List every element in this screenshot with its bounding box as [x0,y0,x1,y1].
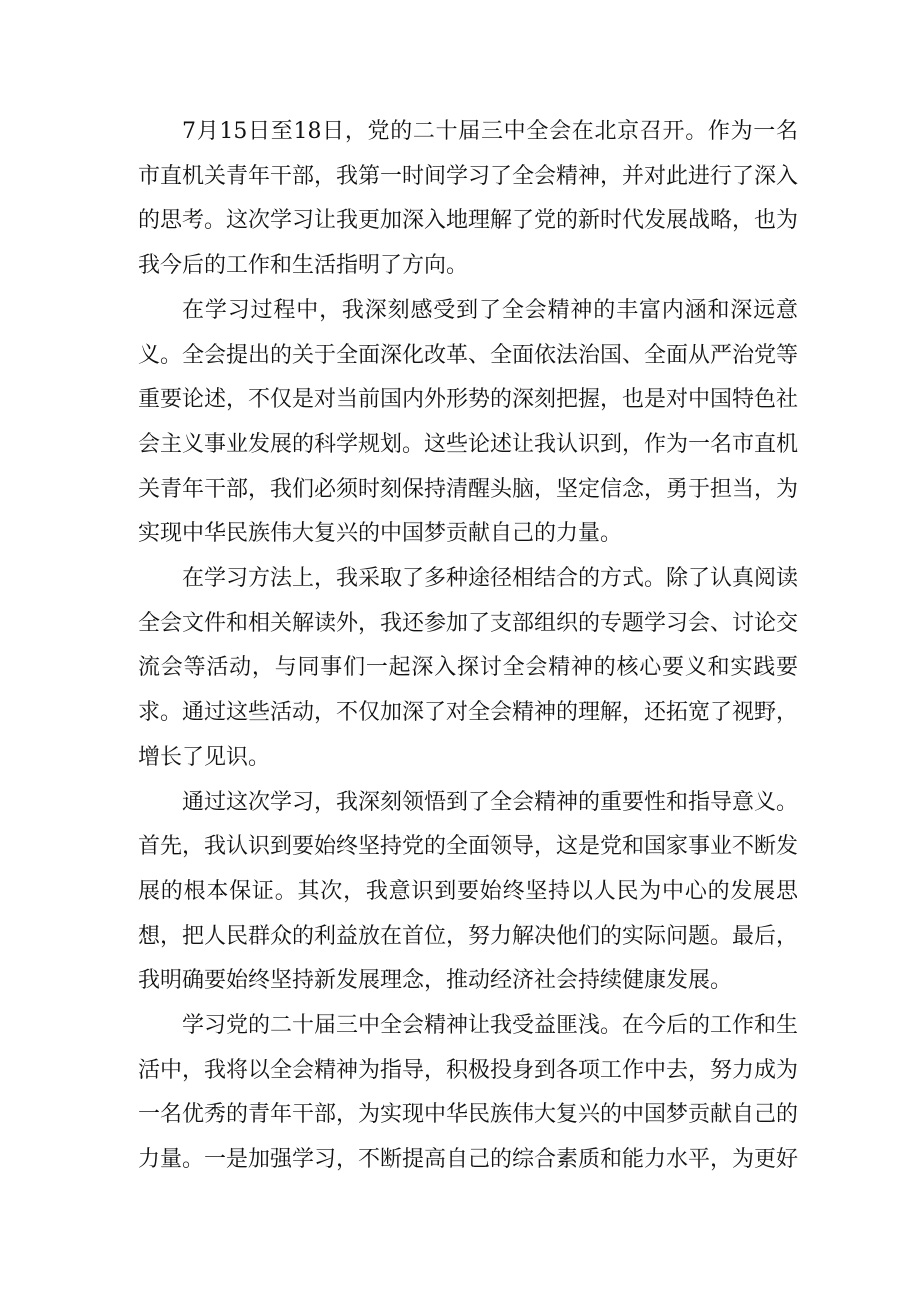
document-body [138,110,798,1183]
paragraph-4: 通过这次学习，我深刻领悟到了全会精神的重要性和指导意义。首先，我认识到要始终坚持党的全面领导，这是党和国家事业不断发展的根本保证。其次，我意识到要始终坚持以人民为中心的发展思想，把人民群众的利益放在首位，努力解决他们的实际问题。最后，我明确要始终坚持新发展理念，推动经济社会持续健康发展。 [138,789,799,994]
paragraph-1: 7月15日至18日，党的二十届三中全会在北京召开。作为一名市直机关青年干部，我第一时间学习了全会精神，并对此进行了深入的思考。这次学习让我更加深入地理解了党的新时代发展战略，也为我今后的工作和生活指明了方向。 [138,119,799,279]
paragraph-2: 在学习过程中，我深刻感受到了全会精神的丰富内涵和深远意义。全会提出的关于全面深化改革、全面依法治国、全面从严治党等重要论述，不仅是对当前国内外形势的深刻把握，也是对中国特色社会主义事业发展的科学规划。这些论述让我认识到，作为一名市直机关青年干部，我们必须时刻保持清醒头脑，坚定信念，勇于担当，为实现中华民族伟大复兴的中国梦贡献自己的力量。 [138,297,799,547]
paragraph-3: 在学习方法上，我采取了多种途径相结合的方式。除了认真阅读全会文件和相关解读外，我还参加了支部组织的专题学习会、讨论交流会等活动，与同事们一起深入探讨全会精神的核心要义和实践要求。通过这些活动，不仅加深了对全会精神的理解，还拓宽了视野，增长了见识。 [138,566,799,770]
paragraph-5: 学习党的二十届三中全会精神让我受益匪浅。在今后的工作和生活中，我将以全会精神为指导，积极投身到各项工作中去，努力成为一名优秀的青年干部，为实现中华民族伟大复兴的中国梦贡献自己的力量。一是加强学习，不断提高自己的综合素质和能力水平，为更好 [138,1013,799,1173]
